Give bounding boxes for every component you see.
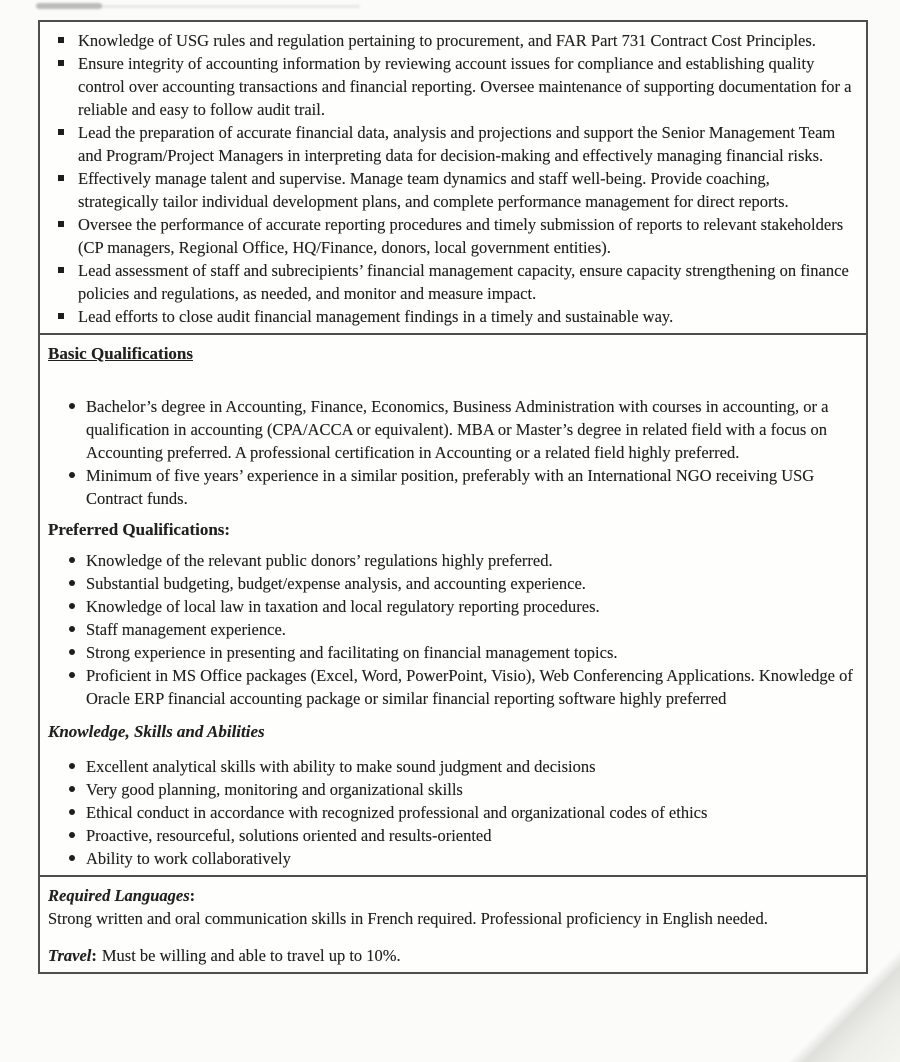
page-corner-shadow-artifact (780, 932, 900, 1062)
travel-line (48, 944, 854, 967)
bullet-text: Excellent analytical skills with ability to make sound judgment and decisions (86, 757, 596, 776)
square-bullet-icon (58, 267, 64, 273)
round-bullet-icon (69, 763, 75, 769)
responsibilities-list (48, 29, 854, 328)
list-item (48, 29, 854, 52)
list-item (48, 52, 854, 121)
round-bullet-icon (69, 809, 75, 815)
round-bullet-icon (69, 649, 75, 655)
round-bullet-icon (69, 672, 75, 678)
document-table-frame (38, 20, 868, 974)
bullet-text: Proficient in MS Office packages (Excel, Word, PowerPoint, Visio), Web Conferencing Applications. Knowledge of Oracle ERP financial accounting package or similar financial reporting software highly preferred (86, 666, 853, 708)
bullet-text: Staff management experience. (86, 620, 286, 639)
qualifications-section (40, 333, 866, 875)
list-item (48, 167, 854, 213)
travel-colon: : (91, 946, 97, 965)
list-item (60, 664, 854, 710)
list-item (60, 801, 854, 824)
list-item (60, 464, 854, 510)
bullet-text: Bachelor’s degree in Accounting, Finance, Economics, Business Administration with courses in accounting, or a qualification in accounting (CPA/ACCA or equivalent). MBA or Master’s degree in related field with a focus on Accounting preferred. A professional certification in Accounting or a related field highly preferred. (86, 397, 829, 462)
round-bullet-icon (69, 472, 75, 478)
bullet-text: Lead efforts to close audit financial management findings in a timely and sustainable way. (78, 307, 674, 326)
round-bullet-icon (69, 580, 75, 586)
list-item (60, 641, 854, 664)
square-bullet-icon (58, 129, 64, 135)
list-item (60, 824, 854, 847)
bullet-text: Proactive, resourceful, solutions oriented and results-oriented (86, 826, 492, 845)
square-bullet-icon (58, 313, 64, 319)
round-bullet-icon (69, 626, 75, 632)
round-bullet-icon (69, 786, 75, 792)
responsibilities-section (40, 22, 866, 333)
bullet-text: Minimum of five years’ experience in a similar position, preferably with an International NGO receiving USG Contract funds. (86, 466, 815, 508)
list-item (60, 572, 854, 595)
required-languages-line (48, 884, 854, 907)
square-bullet-icon (58, 221, 64, 227)
knowledge-skills-list (60, 755, 854, 870)
square-bullet-icon (58, 37, 64, 43)
required-languages-colon: : (189, 886, 196, 905)
list-item (48, 213, 854, 259)
bullet-text: Knowledge of USG rules and regulation pertaining to procurement, and FAR Part 731 Contract Cost Principles. (78, 31, 816, 50)
knowledge-skills-heading: Knowledge, Skills and Abilities (48, 722, 265, 741)
bullet-text: Knowledge of the relevant public donors’ regulations highly preferred. (86, 551, 553, 570)
list-item (48, 121, 854, 167)
bullet-text: Ensure integrity of accounting information by reviewing account issues for compliance and establishing quality control over accounting transactions and financial reporting. Oversee maintenance of supporting documentation for a reliable and easy to follow audit trail. (78, 54, 852, 119)
list-item (60, 618, 854, 641)
list-item (60, 755, 854, 778)
round-bullet-icon (69, 557, 75, 563)
basic-qualifications-list (60, 395, 854, 510)
bullet-text: Substantial budgeting, budget/expense analysis, and accounting experience. (86, 574, 586, 593)
bullet-text: Lead the preparation of accurate financial data, analysis and projections and support the Senior Management Team and Program/Project Managers in interpreting data for decision-making and effectively managing financial risks. (78, 123, 836, 165)
preferred-qualifications-list (60, 549, 854, 710)
list-item (60, 595, 854, 618)
list-item (60, 549, 854, 572)
bullet-text: Lead assessment of staff and subrecipients’ financial management capacity, ensure capacity strengthening on finance policies and regulations, as needed, and monitor and measure impact. (78, 261, 849, 303)
bullet-text: Effectively manage talent and supervise. Manage team dynamics and staff well-being. Provide coaching, strategically tailor individual development plans, and complete performance management for direct reports. (78, 169, 789, 211)
square-bullet-icon (58, 60, 64, 66)
required-languages-text: Strong written and oral communication skills in French required. Professional proficiency in English needed. (48, 909, 768, 928)
travel-label: Travel (48, 946, 92, 965)
preferred-qualifications-heading: Preferred Qualifications: (48, 520, 231, 539)
round-bullet-icon (69, 855, 75, 861)
bullet-text: Oversee the performance of accurate reporting procedures and timely submission of reports to relevant stakeholders (CP managers, Regional Office, HQ/Finance, donors, local government entities). (78, 215, 844, 257)
bullet-text: Strong experience in presenting and facilitating on financial management topics. (86, 643, 618, 662)
scan-smudge-artifact (36, 3, 102, 9)
bullet-text: Knowledge of local law in taxation and local regulatory reporting procedures. (86, 597, 600, 616)
required-languages-label: Required Languages (48, 886, 190, 905)
round-bullet-icon (69, 603, 75, 609)
list-item (60, 395, 854, 464)
list-item (60, 778, 854, 801)
bullet-text: Ability to work collaboratively (86, 849, 291, 868)
bullet-text: Very good planning, monitoring and organizational skills (86, 780, 463, 799)
round-bullet-icon (69, 403, 75, 409)
basic-qualifications-heading: Basic Qualifications (48, 344, 193, 363)
scan-streak-artifact (100, 5, 360, 8)
travel-text: Must be willing and able to travel up to 10%. (101, 946, 401, 965)
languages-travel-section (40, 875, 866, 972)
bullet-text: Ethical conduct in accordance with recognized professional and organizational codes of ethics (86, 803, 708, 822)
square-bullet-icon (58, 175, 64, 181)
list-item (60, 847, 854, 870)
round-bullet-icon (69, 832, 75, 838)
list-item (48, 259, 854, 305)
list-item (48, 305, 854, 328)
